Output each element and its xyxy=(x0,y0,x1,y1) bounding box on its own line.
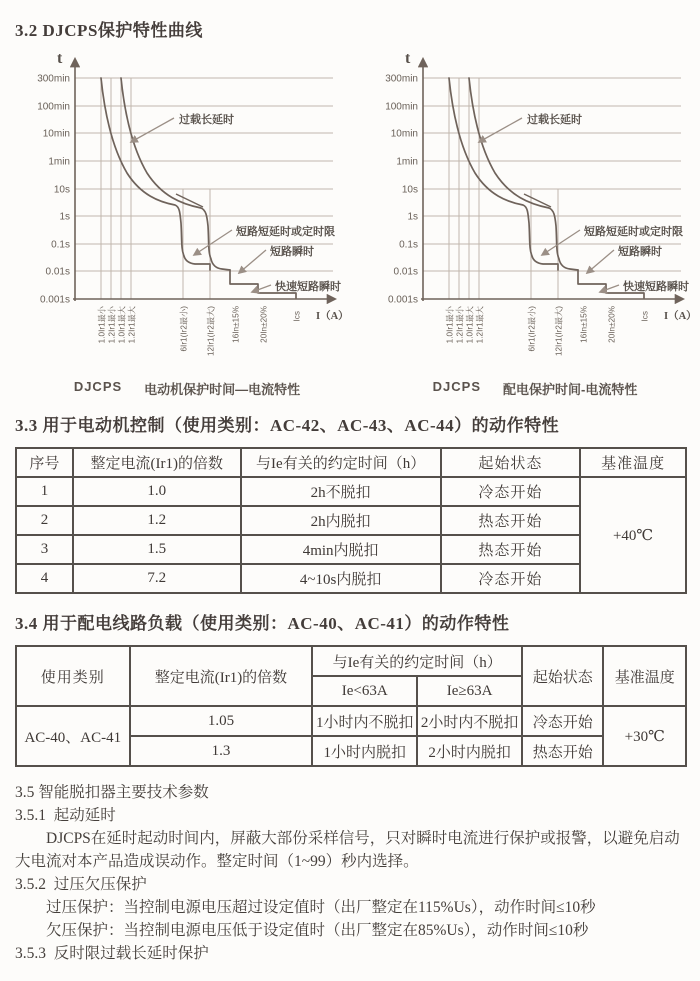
section-3-2-title: 3.2 DJCPS保护特性曲线 xyxy=(15,21,203,40)
cell-multiple: 1.0 xyxy=(73,477,241,506)
section-3-5 xyxy=(13,781,687,965)
y-axis-label: t xyxy=(57,50,63,67)
cell-multiple: 1.5 xyxy=(73,535,241,564)
col-header: 使用类别 xyxy=(16,646,130,706)
col-header: 基准温度 xyxy=(580,448,686,477)
x-tick-label: 20In±20% xyxy=(607,306,617,343)
distribution-characteristics-table xyxy=(15,645,687,767)
col-header: 整定电流(Ir1)的倍数 xyxy=(130,646,313,706)
x-tick-label: 1.2Ir1最小 xyxy=(455,306,465,344)
annotation-label: 短路短延时或定时限 xyxy=(236,226,335,238)
motor-time-current-chart xyxy=(13,43,361,381)
chart-caption xyxy=(361,379,700,398)
cell-seq: 2 xyxy=(16,506,73,535)
annotation-leader xyxy=(600,285,619,292)
chart-caption-text: 电动机保护时间—电流特性 xyxy=(144,382,301,397)
annotation-leader xyxy=(479,118,522,142)
x-tick-label: 1.0Ir1最大 xyxy=(465,306,475,344)
section-3-5-1-title: 3.5.1 起动延时 xyxy=(15,807,116,824)
section-3-3-title: 3.3 用于电动机控制（使用类别：AC-42、AC-43、AC-44）的动作特性 xyxy=(15,416,560,435)
section-3-5-title: 3.5 智能脱扣器主要技术参数 xyxy=(15,784,209,801)
cell-multiple: 7.2 xyxy=(73,564,241,593)
annotation-label: 快速短路瞬时 xyxy=(623,281,689,293)
charts-row xyxy=(13,43,697,398)
section-3-5-2-title: 3.5.2 过压欠压保护 xyxy=(15,876,147,893)
cell-multiple: 1.05 xyxy=(130,706,313,736)
table-header-row xyxy=(16,646,686,676)
x-tick-label: 16In±15% xyxy=(579,306,589,343)
cell-start-state: 冷态开始 xyxy=(441,564,581,593)
cell-ref-temp: +40℃ xyxy=(580,477,686,593)
curve-max xyxy=(121,78,230,270)
cell-start-state: 冷态开始 xyxy=(522,706,603,736)
cell-time-ge63: 2小时内脱扣 xyxy=(417,736,522,766)
cell-category: AC-40、AC-41 xyxy=(16,706,130,766)
cell-multiple: 1.2 xyxy=(73,506,241,535)
y-tick-label: 0.1s xyxy=(399,239,418,251)
x-tick-label: 6Ir1(Ir2最小) xyxy=(527,306,537,352)
chart-motor-protection xyxy=(13,43,361,398)
annotation-label: 短路瞬时 xyxy=(618,246,662,258)
y-tick-label: 10s xyxy=(401,184,418,196)
col-header: 基准温度 xyxy=(603,646,686,706)
x-tick-label: 12Ir1(Ir2最大) xyxy=(554,306,564,357)
y-tick-label: 0.01s xyxy=(393,266,418,278)
x-tick-label: 1.0Ir1最小 xyxy=(445,306,455,344)
paragraph-start-delay: DJCPS在延时起动时间内，屏蔽大部份采样信号，只对瞬时电流进行保护或报警，以避免启动大电流对本产品造成误动作。整定时间（1~99）秒内选择。 xyxy=(15,830,680,870)
x-tick-label: 16In±15% xyxy=(231,306,241,343)
paragraph-undervoltage: 欠压保护：当控制电源电压低于设定值时（出厂整定在85%Us），动作时间≤10秒 xyxy=(46,922,589,939)
cell-ref-temp: +30℃ xyxy=(603,706,686,766)
y-tick-label: 1min xyxy=(396,156,418,168)
y-tick-label: 0.1s xyxy=(51,239,70,251)
x-tick-label: 6Ir1(Ir2最小) xyxy=(179,306,189,352)
chart-caption xyxy=(13,379,361,398)
y-tick-label: 0.001s xyxy=(387,294,418,306)
x-tick-label: 1.2Ir1最大 xyxy=(475,306,485,344)
y-tick-label: 10min xyxy=(390,128,418,140)
x-tick-label: 1.0Ir1最大 xyxy=(117,306,127,344)
annotation-label: 快速短路瞬时 xyxy=(275,281,341,293)
cell-start-state: 热态开始 xyxy=(441,535,581,564)
x-axis-label: I（A） xyxy=(316,311,349,322)
cell-time: 4~10s内脱扣 xyxy=(241,564,441,593)
cell-time-ge63: 2小时内不脱扣 xyxy=(417,706,522,736)
distribution-time-current-chart xyxy=(361,43,700,381)
curve-min xyxy=(101,78,210,270)
col-header: 整定电流(Ir1)的倍数 xyxy=(73,448,241,477)
chart-device-label: DJCPS xyxy=(432,379,481,394)
col-header: 起始状态 xyxy=(441,448,581,477)
chart-caption-text: 配电保护时间-电流特性 xyxy=(503,382,638,397)
annotation-label: 短路瞬时 xyxy=(270,246,314,258)
cell-multiple: 1.3 xyxy=(130,736,313,766)
annotation-leader xyxy=(239,250,266,273)
cell-seq: 3 xyxy=(16,535,73,564)
section-3-5-3-title: 3.5.3 反时限过载长延时保护 xyxy=(15,945,209,962)
motor-characteristics-table xyxy=(15,447,687,594)
curve-max xyxy=(469,78,578,270)
col-subheader: Ie≥63A xyxy=(417,676,522,706)
y-tick-label: 300min xyxy=(37,73,70,85)
y-tick-label: 1s xyxy=(59,211,70,223)
cell-start-state: 热态开始 xyxy=(522,736,603,766)
annotation-leader xyxy=(542,230,580,255)
x-tick-label: 20In±20% xyxy=(259,306,269,343)
y-tick-label: 10s xyxy=(53,184,70,196)
cell-time: 2h不脱扣 xyxy=(241,477,441,506)
table-row xyxy=(16,706,686,736)
table-header-row xyxy=(16,448,686,477)
curve-min xyxy=(449,78,558,270)
cell-start-state: 冷态开始 xyxy=(441,477,581,506)
col-header: 与Ie有关的约定时间（h） xyxy=(241,448,441,477)
y-tick-label: 1min xyxy=(48,156,70,168)
x-tick-label: Ics xyxy=(292,311,302,322)
y-tick-label: 100min xyxy=(385,101,418,113)
col-header: 序号 xyxy=(16,448,73,477)
cell-time-lt63: 1小时内脱扣 xyxy=(312,736,417,766)
y-tick-label: 300min xyxy=(385,73,418,85)
annotation-label: 过载长延时 xyxy=(179,114,234,126)
col-subheader: Ie<63A xyxy=(312,676,417,706)
cell-time-lt63: 1小时内不脱扣 xyxy=(312,706,417,736)
y-tick-label: 0.001s xyxy=(39,294,70,306)
x-tick-label: 1.0Ir1最小 xyxy=(97,306,107,344)
cell-seq: 1 xyxy=(16,477,73,506)
cell-time: 4min内脱扣 xyxy=(241,535,441,564)
section-3-4-title: 3.4 用于配电线路负载（使用类别：AC-40、AC-41）的动作特性 xyxy=(15,614,510,633)
annotation-label: 短路短延时或定时限 xyxy=(584,226,683,238)
y-tick-label: 1s xyxy=(407,211,418,223)
x-tick-label: 12Ir1(Ir2最大) xyxy=(206,306,216,357)
cell-time: 2h内脱扣 xyxy=(241,506,441,535)
col-header: 起始状态 xyxy=(522,646,603,706)
cell-seq: 4 xyxy=(16,564,73,593)
x-tick-label: Ics xyxy=(640,311,650,322)
y-axis-label: t xyxy=(405,50,411,67)
table-row xyxy=(16,477,686,506)
annotation-label: 过载长延时 xyxy=(527,114,582,126)
annotation-leader xyxy=(252,285,271,292)
annotation-leader xyxy=(587,250,614,273)
annotation-leader xyxy=(194,230,232,255)
cell-start-state: 热态开始 xyxy=(441,506,581,535)
chart-distribution-protection xyxy=(361,43,700,398)
x-axis-label: I（A） xyxy=(664,311,697,322)
chart-device-label: DJCPS xyxy=(73,379,123,394)
annotation-leader xyxy=(131,118,174,142)
x-tick-label: 1.2Ir1最大 xyxy=(127,306,137,344)
col-header: 与Ie有关的约定时间（h） xyxy=(312,646,522,676)
paragraph-overvoltage: 过压保护：当控制电源电压超过设定值时（出厂整定在115%Us），动作时间≤10秒 xyxy=(46,899,596,916)
y-tick-label: 0.01s xyxy=(45,266,70,278)
y-tick-label: 100min xyxy=(37,101,70,113)
y-tick-label: 10min xyxy=(42,128,70,140)
x-tick-label: 1.2Ir1最小 xyxy=(107,306,117,344)
